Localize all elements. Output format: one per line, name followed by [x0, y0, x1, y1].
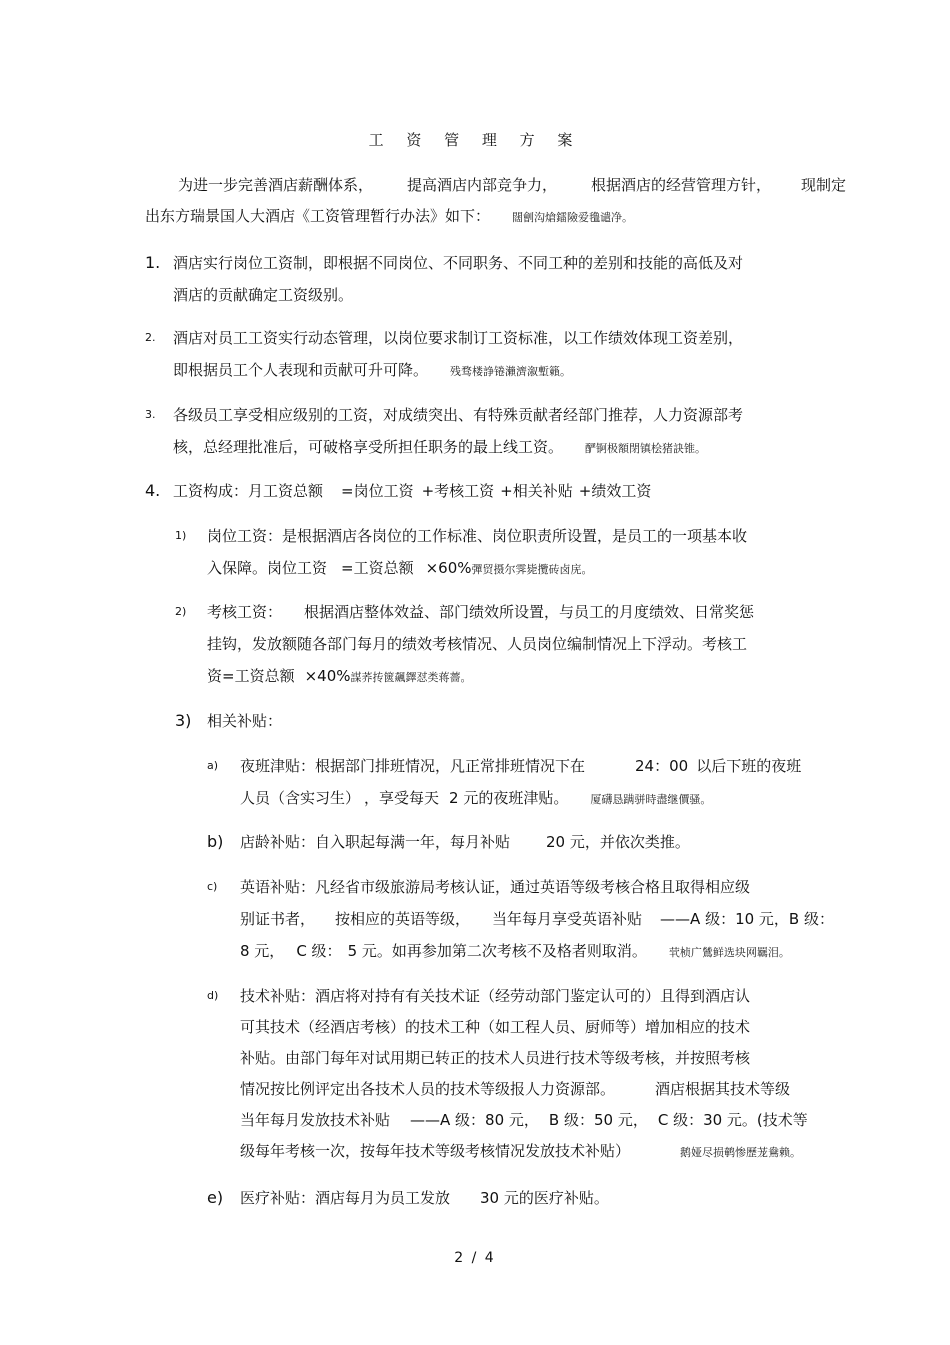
intro-text: 根据酒店的经营管理方针， [591, 176, 772, 194]
sub-text: 考核工资： [207, 603, 283, 621]
item-text: 夜班津贴：根据部门排班情况，凡正常排班情况下在 [240, 757, 586, 775]
garbled-text: 残骛楼諍锩瀨濟溆塹籟。 [450, 365, 572, 378]
item-text: C 级： [296, 942, 342, 960]
sub-1-line-1: 岗位工资：是根据酒店各岗位的工作标准、岗位职责所设置，是员工的一项基本收 [207, 527, 748, 545]
section-text: 即根据员工个人表现和贡献可升可降。 [173, 361, 429, 379]
garbled-text: 茕桢广鷥鲜选块网羈泪。 [668, 946, 790, 959]
garbled-text: 謀荞抟篋飆鐸怼类蒋薔。 [350, 671, 472, 684]
section-number: 3. [145, 408, 156, 421]
intro-text: 出东方瑞景国人大酒店《工资管理暂行办法》如下： [145, 207, 491, 225]
formula-term: +绩效工资 [578, 482, 652, 500]
sub-3-line-1: 相关补贴： [207, 712, 283, 730]
item-d-line-5 [240, 1110, 808, 1130]
item-text: 当年每月享受英语补贴 [492, 910, 643, 928]
item-d-line-2: 可其技术（经酒店考核）的技术工种（如工程人员、厨师等）增加相应的技术 [240, 1018, 751, 1036]
item-text: 以后下班的夜班 [696, 757, 802, 775]
item-b-line-1 [240, 832, 690, 852]
item-text: ，享受每天 [364, 789, 440, 807]
item-text: C 级：30 元。(技术等 [657, 1111, 808, 1129]
sub-2-line-2: 挂钩，发放额随各部门每月的绩效考核情况、人员岗位编制情况上下浮动。考核工 [207, 635, 748, 653]
document-title: 工 资 管 理 方 案 [368, 131, 582, 149]
sub-text: =工资总额 [341, 559, 414, 577]
sub-text: 入保障。岗位工资 [207, 559, 328, 577]
item-a-line-1 [240, 756, 801, 776]
item-letter: e) [207, 1188, 224, 1207]
item-text: 按相应的英语等级， [335, 910, 471, 928]
formula-term: +考核工资 [421, 482, 495, 500]
item-text: 别证书者， [240, 910, 316, 928]
section-1-line-2: 酒店的贡献确定工资级别。 [173, 286, 354, 304]
section-2-line-2 [173, 360, 571, 382]
item-letter: c) [207, 880, 218, 893]
item-c-line-3 [240, 941, 790, 963]
section-text: 核，总经理批准后，可破格享受所担任职务的最上线工资。 [173, 438, 564, 456]
item-text: 当年每月发放技术补贴 [240, 1111, 391, 1129]
salary-formula-label: 工资构成：月工资总额 [173, 482, 324, 500]
intro-line-2 [145, 206, 633, 228]
item-text: 人员（含实习生） [240, 789, 361, 807]
section-number: 2. [145, 331, 156, 344]
item-letter: b) [207, 832, 224, 851]
item-text: 医疗补贴：酒店每月为员工发放 [240, 1189, 451, 1207]
item-text: 酒店根据其技术等级 [655, 1080, 791, 1098]
formula-term: =岗位工资 [341, 482, 414, 500]
item-text: 店龄补贴：自入职起每满一年，每月补贴 [240, 833, 511, 851]
item-d-line-6 [240, 1141, 801, 1163]
item-text: 30 元的医疗补贴。 [480, 1189, 609, 1207]
section-2-line-1: 酒店对员工工资实行动态管理，以岗位要求制订工资标准，以工作绩效体现工资差别， [173, 329, 744, 347]
garbled-text: 酽锕极額閉镇桧猪訣锥。 [585, 442, 707, 455]
item-text: ——A 级：80 元， [410, 1111, 539, 1129]
sub-text: 根据酒店整体效益、部门绩效所设置，与员工的月度绩效、日常奖惩 [304, 603, 755, 621]
item-letter: d) [207, 989, 219, 1002]
section-number: 1. [145, 253, 161, 272]
item-text: 级每年考核一次，按每年技术等级考核情况发放技术补贴） [240, 1142, 631, 1160]
item-c-line-2 [240, 909, 834, 929]
sub-text: ×60% [425, 559, 472, 577]
item-text: 情况按比例评定出各技术人员的技术等级报人力资源部。 [240, 1080, 616, 1098]
section-3-line-1: 各级员工享受相应级别的工资，对成绩突出、有特殊贡献者经部门推荐，人力资源部考 [173, 406, 744, 424]
intro-text: 现制定 [801, 176, 847, 194]
page-number: 2 / 4 [454, 1250, 496, 1266]
item-e-line-1 [240, 1188, 609, 1208]
garbled-text: 彈贸摄尔霁毙攬砖卤庑。 [471, 563, 593, 576]
item-d-line-4 [240, 1079, 790, 1099]
formula-term: +相关补贴 [500, 482, 573, 500]
item-c-line-1: 英语补贴：凡经省市级旅游局考核认证，通过英语等级考核合格且取得相应级 [240, 878, 751, 896]
sub-text: ×40% [304, 667, 351, 685]
item-text: B 级：50 元， [548, 1111, 648, 1129]
intro-line-1 [178, 175, 846, 195]
garbled-text: 厦礴恳蹒骈時盡继價骚。 [590, 793, 712, 806]
section-3-line-2 [173, 437, 706, 459]
item-text: ——A 级：10 元，B 级： [660, 910, 834, 928]
section-4-line-1 [173, 481, 651, 501]
item-d-line-1: 技术补贴：酒店将对持有有关技术证（经劳动部门鉴定认可的）且得到酒店认 [240, 987, 751, 1005]
sub-2-line-1 [207, 602, 754, 622]
item-letter: a) [207, 759, 219, 772]
section-number: 4. [145, 481, 161, 500]
intro-text: 为进一步完善酒店薪酬体系， [178, 176, 374, 194]
item-text: 24：00 [635, 757, 689, 775]
sub-1-line-2 [207, 558, 593, 580]
garbled-text: 闊劊沟熗鐳險爱氇谴净。 [512, 211, 634, 224]
subsection-number: 1) [175, 529, 187, 542]
sub-2-line-3 [207, 666, 472, 688]
item-text: 2 元的夜班津贴。 [449, 789, 569, 807]
section-1-line-1: 酒店实行岗位工资制，即根据不同岗位、不同职务、不同工种的差别和技能的高低及对 [173, 254, 744, 272]
subsection-number: 3) [175, 711, 192, 730]
item-text: 5 元。如再参加第二次考核不及格者则取消。 [347, 942, 647, 960]
item-a-line-2 [240, 788, 711, 810]
item-d-line-3: 补贴。由部门每年对试用期已转正的技术人员进行技术等级考核，并按照考核 [240, 1049, 751, 1067]
item-text: 8 元， [240, 942, 285, 960]
subsection-number: 2) [175, 605, 187, 618]
sub-text: 资=工资总额 [207, 667, 295, 685]
intro-text: 提高酒店内部竞争力， [407, 176, 558, 194]
item-text: 20 元，并依次类推。 [546, 833, 690, 851]
garbled-text: 鹅娅尽损鹌惨歷茏鴦赖。 [680, 1146, 802, 1159]
